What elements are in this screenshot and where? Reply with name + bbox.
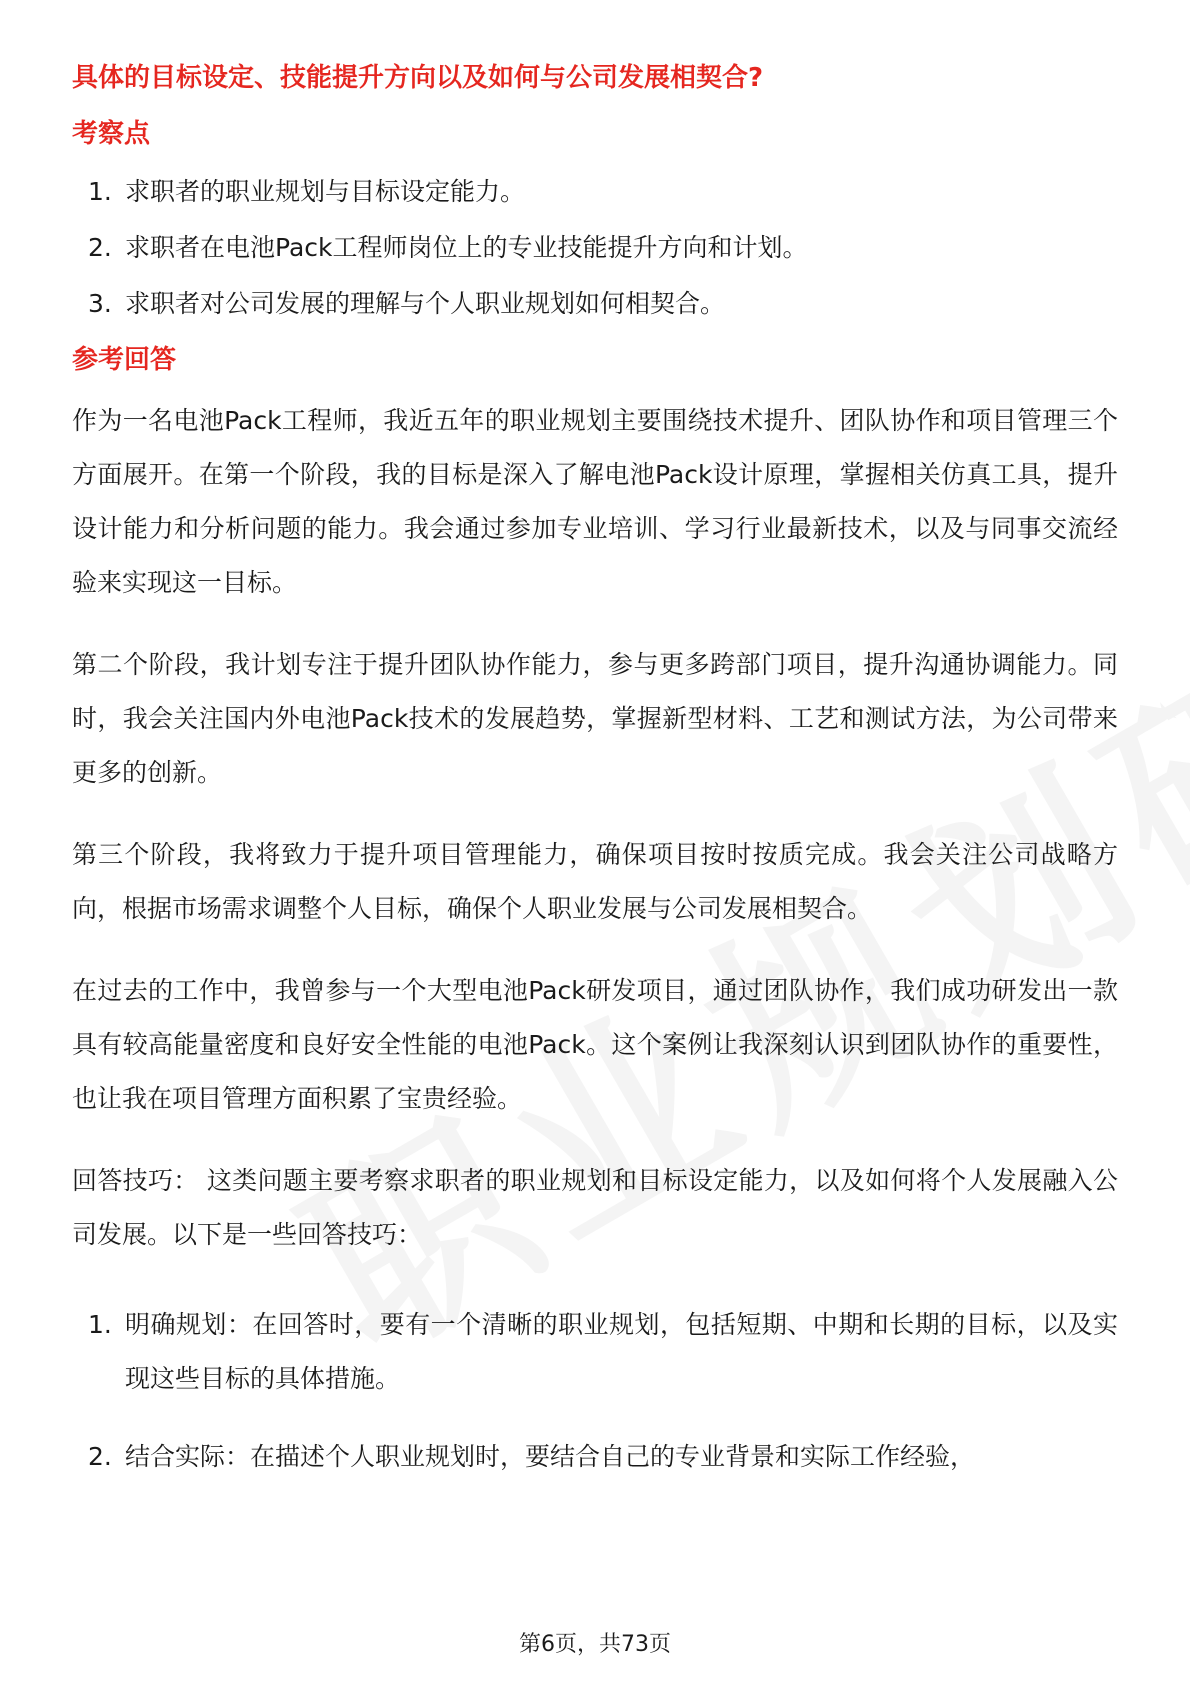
assessment-list [72, 172, 1118, 324]
tip-text: 明确规划：在回答时，要有一个清晰的职业规划，包括短期、中期和长期的目标，以及实现这些目标的具体措施。 [125, 1310, 1118, 1393]
answer-paragraph: 第二个阶段，我计划专注于提升团队协作能力，参与更多跨部门项目，提升沟通协调能力。同时，我会关注国内外电池Pack技术的发展趋势，掌握新型材料、工艺和测试方法，为公司带来更多的创新。 [72, 650, 1118, 787]
answer-paragraph: 第三个阶段，我将致力于提升项目管理能力，确保项目按时按质完成。我会关注公司战略方向，根据市场需求调整个人目标，确保个人职业发展与公司发展相契合。 [72, 840, 1118, 923]
assessment-item-text: 求职者的职业规划与目标设定能力。 [125, 177, 526, 206]
answer-paragraph: 作为一名电池Pack工程师，我近五年的职业规划主要围绕技术提升、团队协作和项目管理三个方面展开。在第一个阶段，我的目标是深入了解电池Pack设计原理，掌握相关仿真工具，提升设计能力和分析问题的能力。我会通过参加专业培训、学习行业最新技术，以及与同事交流经验来实现这一目标。 [72, 406, 1118, 597]
answer-heading: 参考回答 [72, 345, 177, 375]
assessment-item-text: 求职者在电池Pack工程师岗位上的专业技能提升方向和计划。 [125, 233, 808, 262]
tip-text: 结合实际：在描述个人职业规划时，要结合自己的专业背景和实际工作经验， [125, 1442, 976, 1471]
list-number: 2. [88, 1442, 112, 1471]
tip-item [72, 1430, 1118, 1484]
assessment-item [72, 172, 1118, 212]
answer-tips-intro: 回答技巧： 这类问题主要考察求职者的职业规划和目标设定能力，以及如何将个人发展融入公司发展。以下是一些回答技巧： [72, 1166, 1118, 1249]
list-number: 1. [88, 1310, 112, 1339]
answer-paragraph: 在过去的工作中，我曾参与一个大型电池Pack研发项目，通过团队协作，我们成功研发出一款具有较高能量密度和良好安全性能的电池Pack。这个案例让我深刻认识到团队协作的重要性，也让我在项目管理方面积累了宝贵经验。 [72, 976, 1118, 1113]
assessment-item-text: 求职者对公司发展的理解与个人职业规划如何相契合。 [125, 289, 726, 318]
assessment-item [72, 228, 1118, 268]
assessment-item [72, 284, 1118, 324]
tips-list [72, 1298, 1118, 1484]
assessment-heading: 考察点 [72, 119, 151, 149]
page-content [72, 58, 1118, 1508]
list-number: 3. [88, 289, 112, 318]
list-number: 1. [88, 177, 112, 206]
question-title: 具体的目标设定、技能提升方向以及如何与公司发展相契合? [72, 63, 764, 93]
page-number-footer: 第6页，共73页 [519, 1632, 671, 1657]
list-number: 2. [88, 233, 112, 262]
tip-item [72, 1298, 1118, 1406]
